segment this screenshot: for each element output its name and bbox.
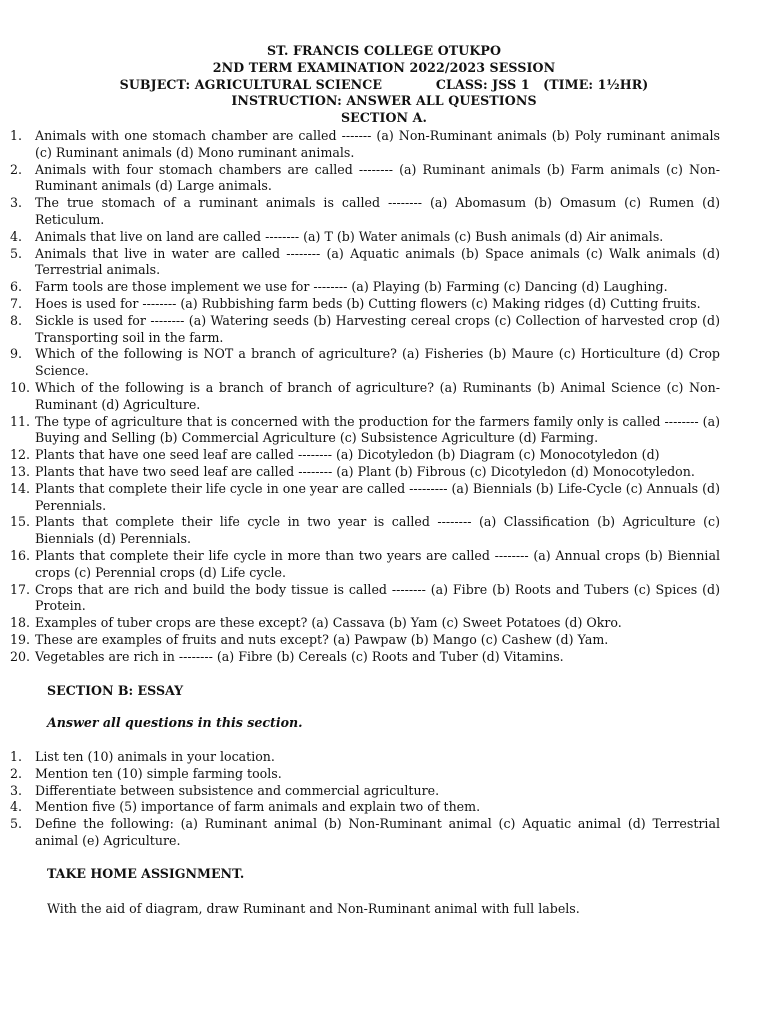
question-text: Define the following: (a) Ruminant animal (b) Non-Ruminant animal (c) Aquatic animal (d) Terrestrial animal (e) Agriculture. bbox=[35, 816, 720, 848]
question-text: These are examples of fruits and nuts except? (a) Pawpaw (b) Mango (c) Cashew (d) Yam. bbox=[35, 631, 609, 647]
question-text: Plants that complete their life cycle in one year are called --------- (a) Biennials (b) Life-Cycle (c) Annuals (d) Perennials. bbox=[35, 480, 720, 513]
question-number: 17. bbox=[10, 581, 31, 597]
question-number: 2. bbox=[10, 161, 23, 177]
question-number: 10. bbox=[10, 379, 31, 395]
list-item bbox=[10, 414, 720, 448]
question-text: Sickle is used for -------- (a) Watering seeds (b) Harvesting cereal crops (c) Collection of harvested crop (d) Transporting soil in the farm. bbox=[35, 312, 720, 345]
list-item bbox=[10, 582, 720, 616]
list-item bbox=[10, 749, 720, 766]
list-item bbox=[10, 783, 720, 800]
question-text: Mention ten (10) simple farming tools. bbox=[35, 765, 282, 781]
list-item bbox=[10, 615, 720, 632]
question-number: 4. bbox=[10, 799, 23, 815]
question-number: 8. bbox=[10, 312, 23, 328]
instruction: INSTRUCTION: ANSWER ALL QUESTIONS bbox=[231, 93, 537, 109]
question-number: 13. bbox=[10, 463, 31, 479]
section-b-instruction: Answer all questions in this section. bbox=[47, 715, 303, 730]
question-text: List ten (10) animals in your location. bbox=[35, 749, 275, 764]
list-item bbox=[10, 313, 720, 347]
question-number: 5. bbox=[10, 245, 23, 261]
question-text: Farm tools are those implement we use for -------- (a) Playing (b) Farming (c) Dancing (d) Laughing. bbox=[35, 279, 668, 295]
question-text: Which of the following is a branch of branch of agriculture? (a) Ruminants (b) Animal Science (c) Non-Ruminant (d) Agriculture. bbox=[35, 379, 720, 412]
section-b-title: SECTION B: ESSAY bbox=[47, 683, 184, 698]
exam-header bbox=[0, 43, 768, 127]
section-a-question-list bbox=[10, 128, 720, 666]
question-number: 19. bbox=[10, 631, 31, 647]
question-text: Plants that have two seed leaf are called -------- (a) Plant (b) Fibrous (c) Dicotyledon (d) Monocotyledon. bbox=[35, 463, 695, 479]
question-text: The type of agriculture that is concerned with the production for the farmers family only is called -------- (a) Buying and Selling (b) Commercial Agriculture (c) Subsistence Agriculture (d) Farming. bbox=[35, 413, 720, 446]
take-home-text: With the aid of diagram, draw Ruminant and Non-Ruminant animal with full labels. bbox=[47, 901, 580, 916]
list-item bbox=[10, 195, 720, 229]
question-number: 6. bbox=[10, 279, 23, 295]
question-number: 11. bbox=[10, 413, 31, 429]
list-item bbox=[10, 649, 720, 666]
section-b-question-list bbox=[10, 749, 720, 850]
question-text: Crops that are rich and build the body tissue is called -------- (a) Fibre (b) Roots and Tubers (c) Spices (d) Protein. bbox=[35, 581, 720, 614]
question-text: Animals with four stomach chambers are called -------- (a) Ruminant animals (b) Farm animals (c) Non-Ruminant animals (d) Large animals. bbox=[35, 161, 720, 194]
question-number: 20. bbox=[10, 648, 31, 664]
question-text: Examples of tuber crops are these except? (a) Cassava (b) Yam (c) Sweet Potatoes (d) Okro. bbox=[35, 615, 622, 631]
take-home-title: TAKE HOME ASSIGNMENT. bbox=[47, 866, 245, 881]
question-text: The true stomach of a ruminant animals is called -------- (a) Abomasum (b) Omasum (c) Rumen (d) Reticulum. bbox=[35, 195, 720, 227]
list-item bbox=[10, 447, 720, 464]
question-number: 3. bbox=[10, 195, 23, 211]
question-number: 7. bbox=[10, 295, 23, 311]
list-item bbox=[10, 766, 720, 783]
question-text: Plants that have one seed leaf are called -------- (a) Dicotyledon (b) Diagram (c) Monocotyledon (d) bbox=[35, 447, 660, 463]
question-number: 18. bbox=[10, 615, 31, 631]
question-text: Vegetables are rich in -------- (a) Fibre (b) Cereals (c) Roots and Tuber (d) Vitamins. bbox=[35, 648, 564, 664]
question-number: 4. bbox=[10, 228, 23, 244]
question-text: Animals that live on land are called -------- (a) T (b) Water animals (c) Bush animals (d) Air animals. bbox=[35, 228, 664, 244]
question-text: Which of the following is NOT a branch of agriculture? (a) Fisheries (b) Maure (c) Horticulture (d) Crop Science. bbox=[35, 346, 720, 379]
question-text: Hoes is used for -------- (a) Rubbishing farm beds (b) Cutting flowers (c) Making ridges (d) Cutting fruits. bbox=[35, 295, 701, 311]
question-text: Animals with one stomach chamber are called ------- (a) Non-Ruminant animals (b) Poly ruminant animals (c) Ruminant animals (d) Mono ruminant animals. bbox=[35, 128, 720, 160]
question-number: 12. bbox=[10, 447, 31, 463]
exam-title: 2ND TERM EXAMINATION 2022/2023 SESSION bbox=[212, 59, 556, 75]
question-text: Animals that live in water are called -------- (a) Aquatic animals (b) Space animals (c) Walk animals (d) Terrestrial animals. bbox=[35, 245, 720, 278]
list-item bbox=[10, 346, 720, 380]
question-number: 1. bbox=[10, 749, 23, 764]
question-number: 15. bbox=[10, 514, 31, 530]
question-text: Mention five (5) importance of farm animals and explain two of them. bbox=[35, 799, 481, 815]
question-number: 14. bbox=[10, 480, 31, 496]
question-number: 5. bbox=[10, 816, 23, 832]
question-text: Plants that complete their life cycle in two year is called -------- (a) Classification (b) Agriculture (c) Biennials (d) Perennials. bbox=[35, 514, 720, 547]
list-item bbox=[10, 799, 720, 816]
list-item bbox=[10, 380, 720, 414]
question-number: 1. bbox=[10, 128, 23, 143]
section-a-title: SECTION A. bbox=[340, 110, 427, 126]
school-name: ST. FRANCIS COLLEGE OTUKPO bbox=[266, 43, 502, 58]
question-number: 16. bbox=[10, 547, 31, 563]
list-item bbox=[10, 481, 720, 515]
question-number: 2. bbox=[10, 765, 23, 781]
list-item bbox=[10, 246, 720, 280]
subject-line: SUBJECT: AGRICULTURAL SCIENCE CLASS: JSS 1 (TIME: 1½HR) bbox=[119, 76, 649, 92]
list-item bbox=[10, 128, 720, 162]
list-item bbox=[10, 162, 720, 196]
list-item bbox=[10, 514, 720, 548]
list-item bbox=[10, 548, 720, 582]
list-item bbox=[10, 464, 720, 481]
list-item bbox=[10, 816, 720, 850]
question-number: 3. bbox=[10, 782, 23, 798]
question-text: Plants that complete their life cycle in more than two years are called -------- (a) Annual crops (b) Biennial crops (c) Perennial crops (d) Life cycle. bbox=[35, 547, 720, 580]
list-item bbox=[10, 296, 720, 313]
question-number: 9. bbox=[10, 346, 23, 362]
question-text: Differentiate between subsistence and commercial agriculture. bbox=[35, 782, 440, 798]
list-item bbox=[10, 632, 720, 649]
list-item bbox=[10, 229, 720, 246]
list-item bbox=[10, 279, 720, 296]
